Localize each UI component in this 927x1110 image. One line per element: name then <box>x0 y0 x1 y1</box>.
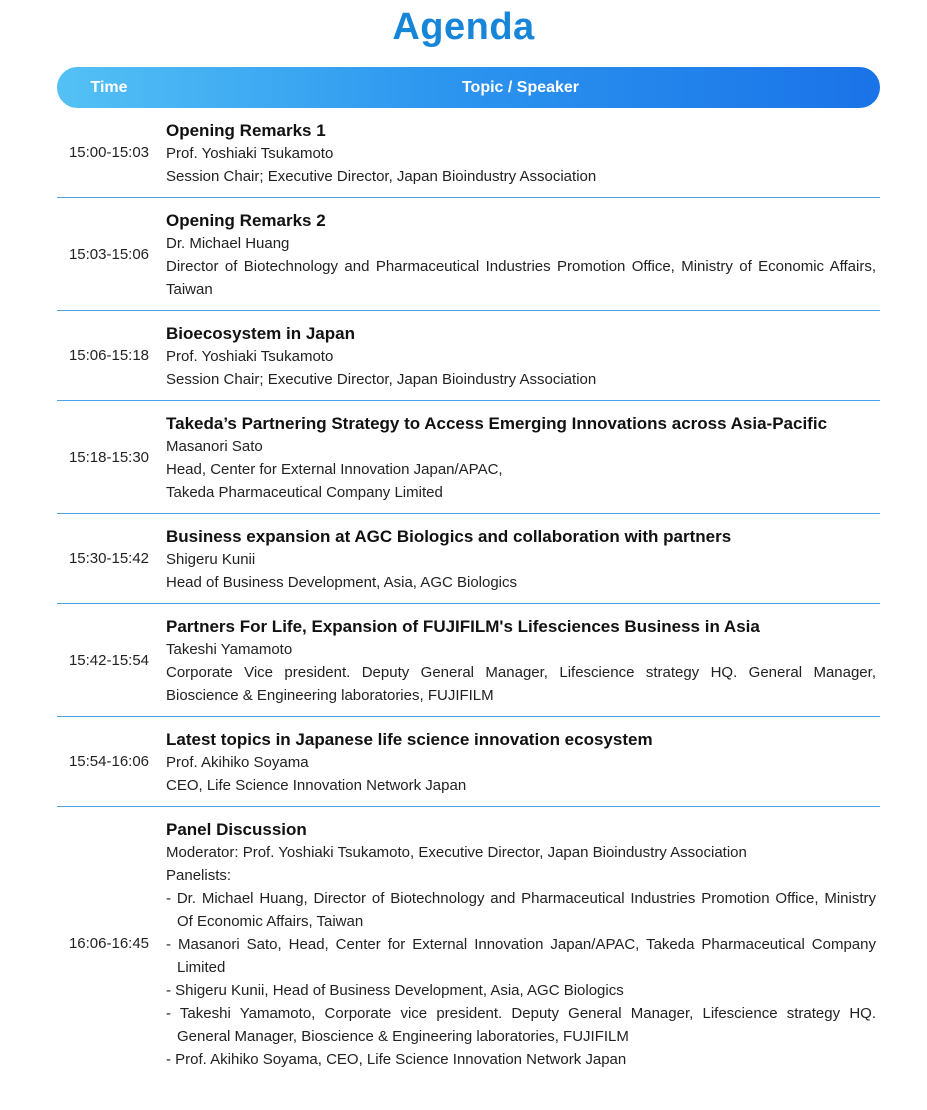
moderator-line: Moderator: Prof. Yoshiaki Tsukamoto, Executive Director, Japan Bioindustry Association <box>166 844 747 861</box>
speaker-title: Corporate Vice president. Deputy General Manager, Lifescience strategy HQ. General Manager, Bioscience & Engineering laboratories, FUJIFILM <box>166 664 876 704</box>
speaker-name: Masanori Sato <box>166 438 263 455</box>
row-content <box>166 615 876 707</box>
page-title: Agenda <box>392 6 535 48</box>
speaker-organization: Takeda Pharmaceutical Company Limited <box>166 484 443 501</box>
row-content <box>166 322 876 391</box>
topic-column-header: Topic / Speaker <box>461 79 580 96</box>
speaker-title: Director of Biotechnology and Pharmaceutical Industries Promotion Office, Ministry of Economic Affairs, Taiwan <box>166 258 876 298</box>
row-topic: Latest topics in Japanese life science innovation ecosystem <box>166 730 653 749</box>
panelist-item: - Masanori Sato, Head, Center for External Innovation Japan/APAC, Takeda Pharmaceutical Company Limited <box>166 936 876 976</box>
row-topic: Partners For Life, Expansion of FUJIFILM's Lifesciences Business in Asia <box>166 617 760 636</box>
panelist-item: - Prof. Akihiko Soyama, CEO, Life Science Innovation Network Japan <box>166 1051 627 1068</box>
speaker-title: Session Chair; Executive Director, Japan Bioindustry Association <box>166 371 597 388</box>
row-content <box>166 525 876 594</box>
agenda-table-body <box>57 108 880 1080</box>
row-topic: Takeda’s Partnering Strategy to Access Emerging Innovations across Asia-Pacific <box>166 414 828 433</box>
row-time: 15:03-15:06 <box>68 245 150 263</box>
row-content <box>166 818 876 1071</box>
row-time: 15:54-16:06 <box>68 753 150 770</box>
speaker-name: Dr. Michael Huang <box>166 235 290 252</box>
speaker-title: Head of Business Development, Asia, AGC Biologics <box>166 574 518 591</box>
row-time: 15:06-15:18 <box>68 347 150 364</box>
time-column-header: Time <box>90 79 128 96</box>
row-time: 16:06-16:45 <box>68 935 150 952</box>
row-content <box>166 728 876 797</box>
speaker-name: Prof. Akihiko Soyama <box>166 754 309 771</box>
row-topic: Opening Remarks 1 <box>166 121 326 140</box>
row-topic: Bioecosystem in Japan <box>166 324 355 343</box>
speaker-name: Shigeru Kunii <box>166 551 256 568</box>
row-time: 15:30-15:42 <box>68 550 150 567</box>
panelist-item: - Takeshi Yamamoto, Corporate vice president. Deputy General Manager, Lifescience strategy HQ. General Manager, Bioscience & Engineering laboratories, FUJIFILM <box>166 1005 876 1045</box>
agenda-row <box>57 514 880 604</box>
row-topic: Panel Discussion <box>166 820 307 839</box>
agenda-row <box>57 311 880 401</box>
row-time: 15:00-15:03 <box>68 144 150 161</box>
speaker-title: Head, Center for External Innovation Japan/APAC, <box>166 461 503 478</box>
agenda-row <box>57 604 880 717</box>
row-time: 15:18-15:30 <box>68 448 150 466</box>
speaker-title: Session Chair; Executive Director, Japan Bioindustry Association <box>166 168 597 185</box>
speaker-name: Takeshi Yamamoto <box>166 641 293 658</box>
agenda-row <box>57 108 880 198</box>
agenda-row <box>57 198 880 311</box>
agenda-row <box>57 401 880 514</box>
speaker-name: Prof. Yoshiaki Tsukamoto <box>166 145 334 162</box>
panelists-label: Panelists: <box>166 867 232 884</box>
agenda-row <box>57 807 880 1080</box>
agenda-row <box>57 717 880 807</box>
panelist-item: - Dr. Michael Huang, Director of Biotechnology and Pharmaceutical Industries Promotion Office, Ministry Of Economic Affairs, Taiwan <box>166 890 876 930</box>
panelist-item: - Shigeru Kunii, Head of Business Development, Asia, AGC Biologics <box>166 982 624 999</box>
speaker-name: Prof. Yoshiaki Tsukamoto <box>166 348 334 365</box>
row-content <box>166 412 876 504</box>
panelist-list <box>166 887 876 1071</box>
row-content <box>166 209 876 301</box>
speaker-title: CEO, Life Science Innovation Network Japan <box>166 777 467 794</box>
row-topic: Business expansion at AGC Biologics and collaboration with partners <box>166 527 732 546</box>
row-content <box>166 119 876 188</box>
agenda-table-header <box>57 67 880 108</box>
row-topic: Opening Remarks 2 <box>166 211 326 230</box>
row-time: 15:42-15:54 <box>68 651 150 669</box>
